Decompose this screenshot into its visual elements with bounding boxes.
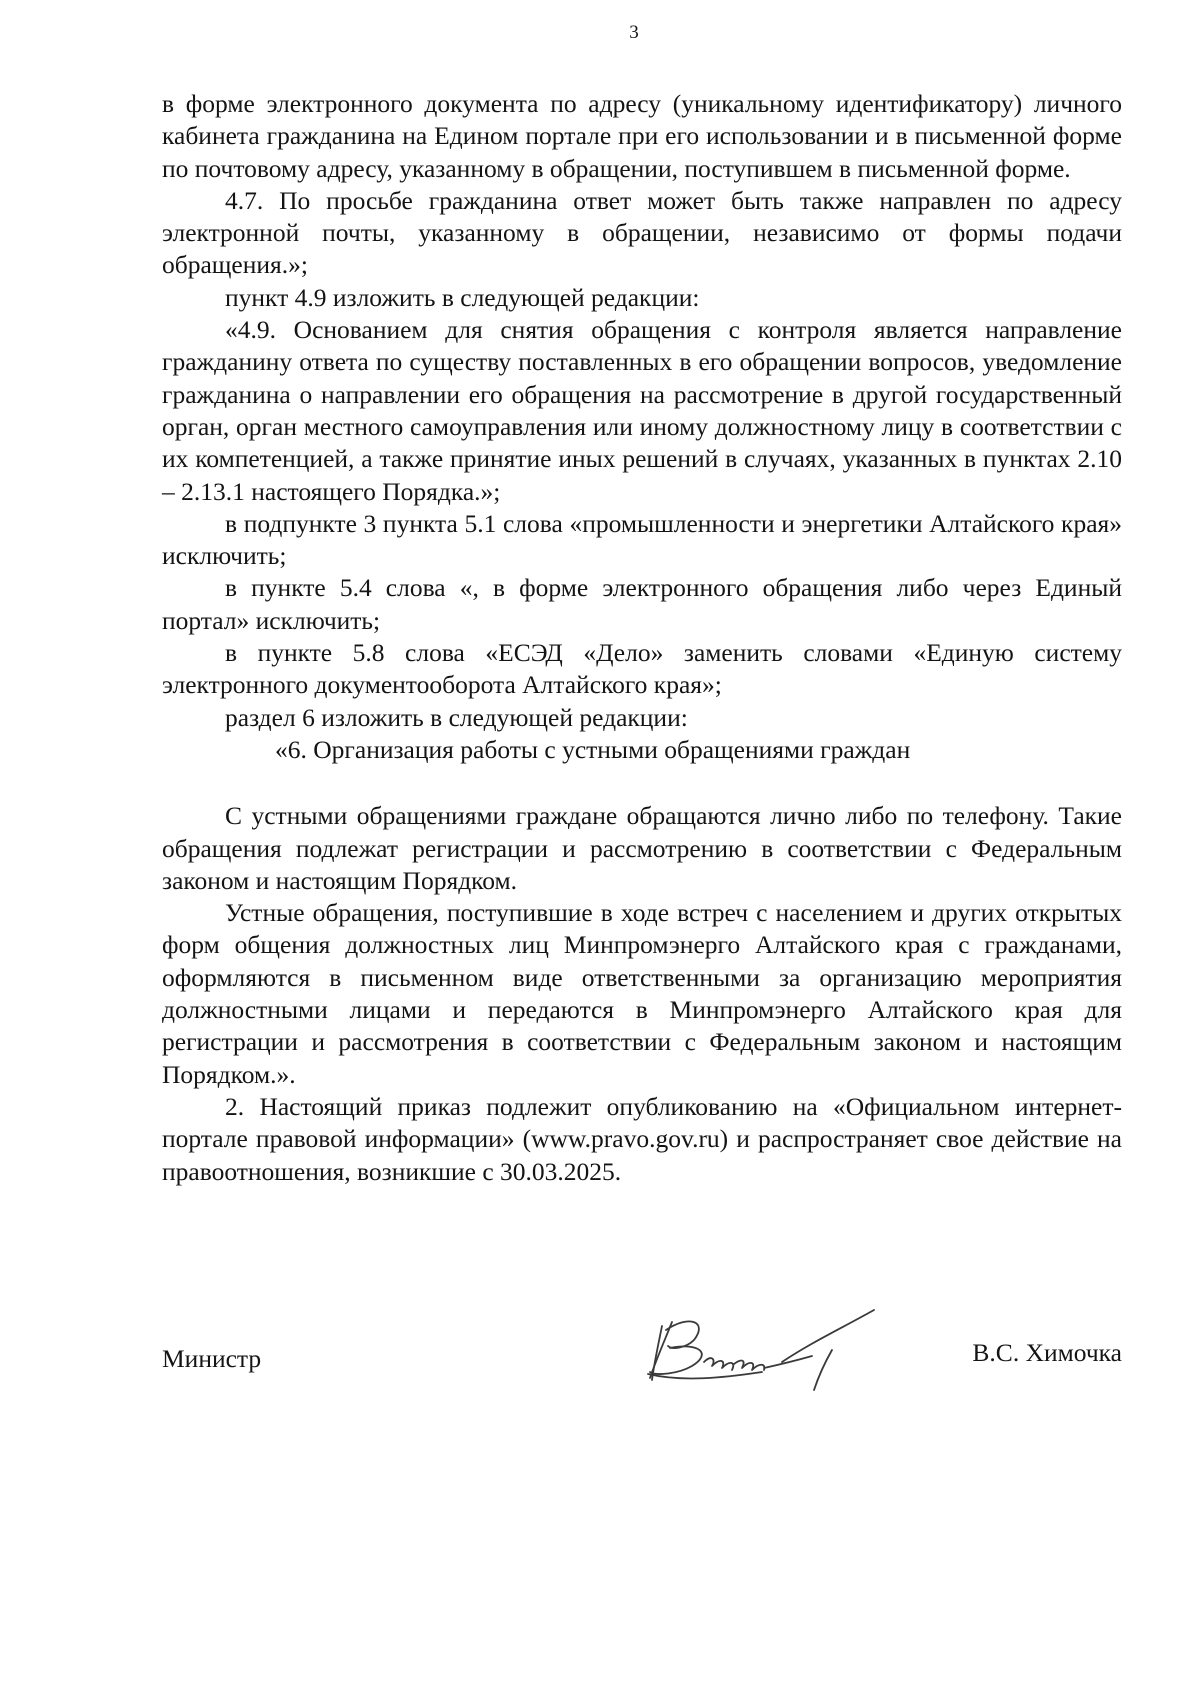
paragraph-amend-4-9: пункт 4.9 изложить в следующей редакции:	[225, 282, 700, 312]
paragraph-4-9: «4.9. Основанием для снятия обращения с контроля является направление гражданину ответа по существу поставленных в его обращении вопросов, уведомление гражданина о направлении его обращения на рассмотрение в другой государственный орган, орган местного самоуправления или иному должностному лицу в соответствии с их компетенцией, а также принятие иных решений в случаях, указанных в пунктах 2.10 – 2.13.1 настоящего Порядка.»;	[162, 315, 1122, 506]
signatory-role: Министр	[162, 1344, 262, 1373]
page-number: 3	[629, 22, 639, 43]
signatory-name: В.С. Химочка	[972, 1338, 1122, 1367]
section-6-heading: «6. Организация работы с устными обращениями граждан	[275, 734, 911, 764]
paragraph-amend-5-4: в пункте 5.4 слова «, в форме электронного обращения либо через Единый портал» исключить;	[162, 573, 1122, 635]
signature-block	[162, 1302, 1122, 1412]
document-body	[162, 88, 1122, 1188]
paragraph-oral-meetings: Устные обращения, поступившие в ходе встреч с населением и других открытых форм общения должностных лиц Минпромэнерго Алтайского края с гражданами, оформляются в письменном виде ответственными за организацию мероприятия должностными лицами и передаются в Минпромэнерго Алтайского края для регистрации и рассмотрения в соответствии с Федеральным законом и настоящим Порядком.».	[162, 898, 1122, 1089]
paragraph-4-7: 4.7. По просьбе гражданина ответ может быть также направлен по адресу электронной почты, указанному в обращении, независимо от формы подачи обращения.»;	[162, 185, 1122, 280]
blank-line	[162, 766, 1122, 800]
paragraph-publication: 2. Настоящий приказ подлежит опубликованию на «Официальном интернет-портале правовой информации» (www.pravo.gov.ru) и распространяет свое действие на правоотношения, возникшие с 30.03.2025.	[162, 1091, 1122, 1186]
paragraph-amend-section-6: раздел 6 изложить в следующей редакции:	[225, 702, 688, 732]
paragraph-continuation: в форме электронного документа по адресу (уникальному идентификатору) личного кабинета гражданина на Едином портале при его использовании и в письменной форме по почтовому адресу, указанному в обращении, поступившем в письменной форме.	[162, 89, 1122, 183]
paragraph-oral-requests: С устными обращениями граждане обращаются лично либо по телефону. Такие обращения подлежат регистрации и рассмотрению в соответствии с Федеральным законом и настоящим Порядком.	[162, 801, 1122, 895]
paragraph-amend-5-1: в подпункте 3 пункта 5.1 слова «промышленности и энергетики Алтайского края» исключить;	[162, 508, 1122, 571]
handwritten-signature	[642, 1302, 892, 1402]
paragraph-amend-5-8: в пункте 5.8 слова «ЕСЭД «Дело» заменить словами «Единую систему электронного документооборота Алтайского края»;	[162, 638, 1122, 700]
